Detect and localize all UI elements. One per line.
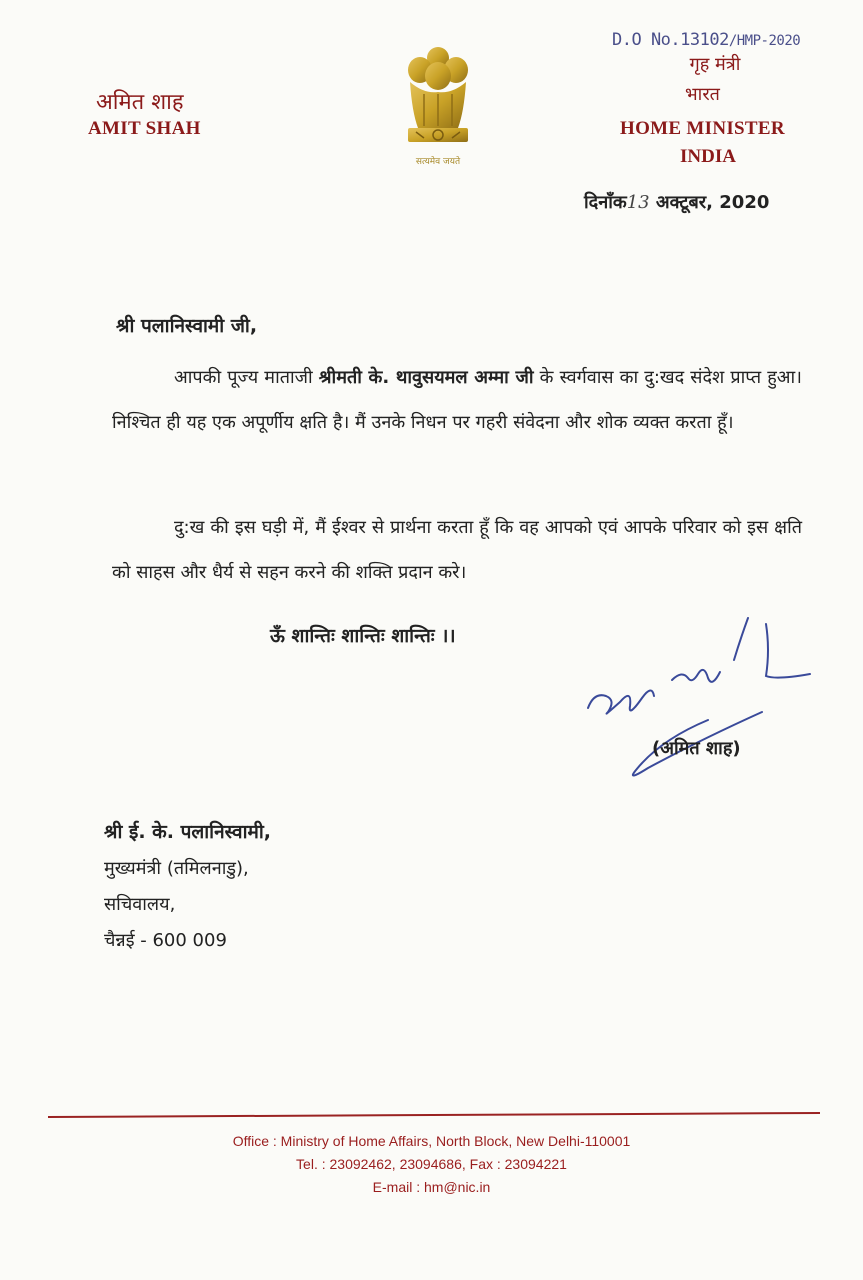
office-country-english: INDIA	[680, 146, 736, 167]
office-country-hindi: भारत	[685, 84, 720, 105]
letter-date	[584, 190, 769, 214]
footer-office-address: Office : Ministry of Home Affairs, North Block, New Delhi-110001	[232, 1133, 631, 1149]
body-paragraph-1	[112, 355, 802, 445]
sender-name-hindi: अमित शाह	[96, 90, 184, 115]
date-month-year: अक्टूबर, 2020	[655, 192, 770, 213]
footer-email: E-mail : hm@nic.in	[372, 1179, 491, 1195]
handwritten-signature	[580, 600, 820, 790]
addressee-designation: मुख्यमंत्री (तमिलनाडु),	[104, 858, 249, 879]
addressee-city: चैन्नई - 600 009	[104, 930, 227, 951]
addressee-office: सचिवालय,	[104, 894, 176, 915]
salutation: श्री पलानिस्वामी जी,	[116, 315, 258, 337]
addressee-name: श्री ई. के. पलानिस्वामी,	[104, 821, 272, 843]
emblem-motto: सत्यमेव जयते	[415, 157, 461, 167]
body-paragraph-2: दु:ख की इस घड़ी में, मैं ईश्वर से प्रार्थना करता हूँ कि वह आपको एवं आपके परिवार को इस क्षति को साहस और धैर्य से सहन करने की शक्ति प्रदान करे।	[112, 517, 802, 583]
reference-number-main: D.O No.13102	[612, 30, 729, 50]
reference-number-suffix: /HMP-2020	[728, 33, 801, 49]
para1-text-end: के स्वर्गवास का दु:खद संदेश प्राप्त हुआ। निश्चित ही यह एक अपूर्णीय क्षति है। मैं उनके निधन पर गहरी संवेदना और शोक व्यक्त करता हूँ।	[112, 367, 802, 433]
office-title-english: HOME MINISTER	[620, 118, 785, 139]
reference-number	[612, 30, 800, 50]
footer-divider	[48, 1112, 820, 1118]
office-title-hindi: गृह मंत्री	[689, 54, 741, 75]
national-emblem-icon	[398, 42, 478, 170]
para1-text-start: आपकी पूज्य माताजी	[174, 367, 319, 388]
date-label: दिनाँक	[584, 192, 627, 213]
sender-name-english: AMIT SHAH	[88, 118, 201, 139]
footer-telephone: Tel. : 23092462, 23094686, Fax : 23094221	[296, 1156, 567, 1172]
peace-invocation: ऊँ शान्तिः शान्तिः शान्तिः ।।	[270, 625, 456, 647]
para1-bold-name: श्रीमती के. थावुसयमल अम्मा जी	[318, 367, 534, 388]
signatory-name: (अमित शाह)	[652, 738, 741, 759]
date-day: 13	[626, 192, 650, 213]
